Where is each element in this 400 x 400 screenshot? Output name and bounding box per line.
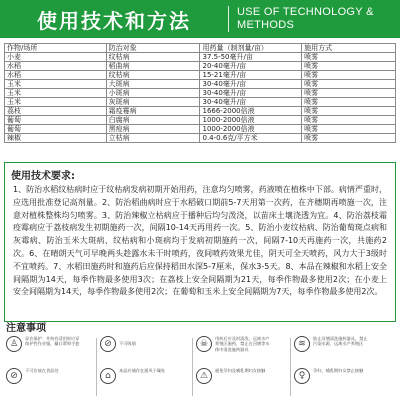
section-title: 使用技术和方法: [37, 8, 191, 33]
table-cell: 1000-2000倍液: [200, 116, 302, 125]
table-row: [5, 125, 396, 134]
precaution-item: [6, 368, 81, 384]
table-cell: 黑痘病: [106, 125, 200, 134]
table-cell: 30-40毫升/亩: [200, 98, 302, 107]
table-header-row: [5, 44, 396, 53]
precaution-item: [100, 368, 175, 384]
table-cell: 喷雾: [302, 89, 396, 98]
pregnant-warning-icon: ♀: [294, 368, 310, 384]
animal-icon: ⚠: [196, 368, 212, 384]
table-cell: 喷雾: [302, 71, 396, 80]
usage-requirements: [4, 162, 396, 322]
table-cell: 喷雾: [302, 80, 396, 89]
precaution-item: [100, 336, 153, 352]
table-cell: 30-40毫升/亩: [200, 80, 302, 89]
precaution-text: 避免孕妇及哺乳期妇女接触: [215, 368, 266, 373]
requirements-text: 1、防治水稻纹枯病时应于纹枯病发病初期开始用药，注意均匀喷雾，药液喷在植株中下部。病情严重时，应选用批准登记高剂量。2、防治稻曲病时应于水稻破口期前5-7天用第一次药，在齐穗期再喷施一次，注意对植株整株均匀喷雾。3、防治辣椒立枯病应于播种后均匀泼浇，以苗床土壤浇透为宜。4、防治荔枝霜疫霉病应于荔枝病发生初期施药一次，间隔10-14天再用药一次。5、防治小麦纹枯病、防治葡萄斑点病和灰霉病、防治玉米大斑病、纹枯病和小斑病均于发病初期施药一次，间隔7-10天再施药一次，共施药2次。6、在晴朗天气可早晚两头趁露水未干时喷药，夜间喷药效果尤佳，阴天可全天喷药，风力大于3级时不宜喷药。7、水稻田施药时和施药后应保持稻田水深5-7厘米，保水3-5天。8、本品在辣椒和水稻上安全间隔期为14天，每季作物最多使用3次；在荔枝上安全间隔期为21天，每季作物最多使用2次；在小麦上安全间隔期为14天，每季作物最多使用2次；在葡萄和玉米上安全间隔期为7天，每季作物最多使用2次。: [13, 185, 387, 297]
table-cell: 喷雾: [302, 134, 396, 143]
table-cell: 玉米: [5, 89, 107, 98]
precaution-divider: [192, 338, 193, 396]
precaution-text: 防止河塘清洗施药器具，禁止污染水源，远离水产养殖区: [313, 336, 368, 347]
keep-away-icon: ☠: [196, 336, 212, 352]
table-cell: 小麦: [5, 53, 107, 62]
table-cell: 喷雾: [302, 53, 396, 62]
table-cell: 辣椒: [5, 134, 107, 143]
table-cell: 纹枯病: [106, 53, 200, 62]
usage-table-wrap: [4, 43, 396, 143]
table-cell: 喷雾: [302, 107, 396, 116]
table-cell: 水稻: [5, 62, 107, 71]
precautions-section: [0, 322, 400, 400]
table-cell: 白腐病: [106, 116, 200, 125]
precautions-title: 注意事项: [6, 323, 46, 334]
column-header: 防治对象: [106, 44, 200, 53]
precaution-text: 穿农保护：并持有适用时应穿保护性作业服，戴口罩和手套: [25, 336, 80, 347]
precaution-text: 不可吸烟: [119, 341, 136, 346]
subtitle-line-1: USE OF TECHNOLOGY &: [237, 6, 374, 18]
table-cell: 20-40毫升/亩: [200, 62, 302, 71]
table-cell: 立枯病: [106, 134, 200, 143]
table-cell: 喷雾: [302, 125, 396, 134]
precautions-grid: [0, 336, 400, 398]
table-cell: 霜疫霉病: [106, 107, 200, 116]
header-banner: [0, 0, 400, 38]
no-eating-icon: ⊘: [100, 336, 116, 352]
precaution-item: [196, 336, 271, 352]
table-row: [5, 53, 396, 62]
column-header: 用药量（制剂量/亩）: [200, 44, 302, 53]
subtitle-line-2: METHODS: [237, 19, 295, 31]
table-row: [5, 134, 396, 143]
header-divider: [228, 6, 229, 32]
protective-clothing-icon: ♙: [6, 336, 22, 352]
table-cell: 稻曲病: [106, 62, 200, 71]
usage-table: [4, 43, 396, 143]
table-row: [5, 62, 396, 71]
table-row: [5, 98, 396, 107]
table-row: [5, 71, 396, 80]
table-cell: 葡萄: [5, 116, 107, 125]
table-cell: 玉米: [5, 80, 107, 89]
storage-icon: ⌂: [100, 368, 116, 384]
table-row: [5, 116, 396, 125]
table-cell: 0.4-0.6克/平方米: [200, 134, 302, 143]
precaution-item: [294, 368, 369, 384]
table-cell: 小斑病: [106, 89, 200, 98]
precaution-item: [6, 336, 81, 352]
table-cell: 喷雾: [302, 116, 396, 125]
table-cell: 喷雾: [302, 62, 396, 71]
no-water-source-icon: ≋: [294, 336, 310, 352]
column-header: 作物/场所: [5, 44, 107, 53]
table-cell: 大斑病: [106, 80, 200, 89]
table-cell: 荔枝: [5, 107, 107, 116]
no-children-icon: ⊘: [6, 368, 22, 384]
precaution-text: 孕妇、哺乳期妇女禁止接触: [313, 368, 364, 373]
precaution-item: [294, 336, 369, 352]
table-cell: 30-40毫升/亩: [200, 89, 302, 98]
table-cell: 37.5-50毫升/亩: [200, 53, 302, 62]
table-row: [5, 89, 396, 98]
table-cell: 葡萄: [5, 125, 107, 134]
precaution-divider: [96, 338, 97, 396]
section-subtitle: [229, 6, 374, 32]
table-row: [5, 107, 396, 116]
column-header: 施用方式: [302, 44, 396, 53]
table-cell: 喷雾: [302, 98, 396, 107]
precaution-text: 用药后应及时清洗，远离水产养殖区施药，禁止在河塘等水体中清洗施药器具: [215, 336, 270, 352]
table-cell: 1000-2000倍液: [200, 125, 302, 134]
requirements-title: 使用技术要求:: [11, 171, 75, 182]
precaution-item: [196, 368, 271, 384]
table-cell: 纹枯病: [106, 71, 200, 80]
precaution-text: 本品应储存在通风干燥处: [119, 368, 166, 373]
precaution-text: 不可存放在食品处: [25, 368, 59, 373]
table-cell: 15-21毫升/亩: [200, 71, 302, 80]
table-cell: 1666-2000倍液: [200, 107, 302, 116]
table-cell: 灰斑病: [106, 98, 200, 107]
table-cell: 玉米: [5, 98, 107, 107]
precaution-divider: [290, 338, 291, 396]
table-cell: 水稻: [5, 71, 107, 80]
table-row: [5, 80, 396, 89]
